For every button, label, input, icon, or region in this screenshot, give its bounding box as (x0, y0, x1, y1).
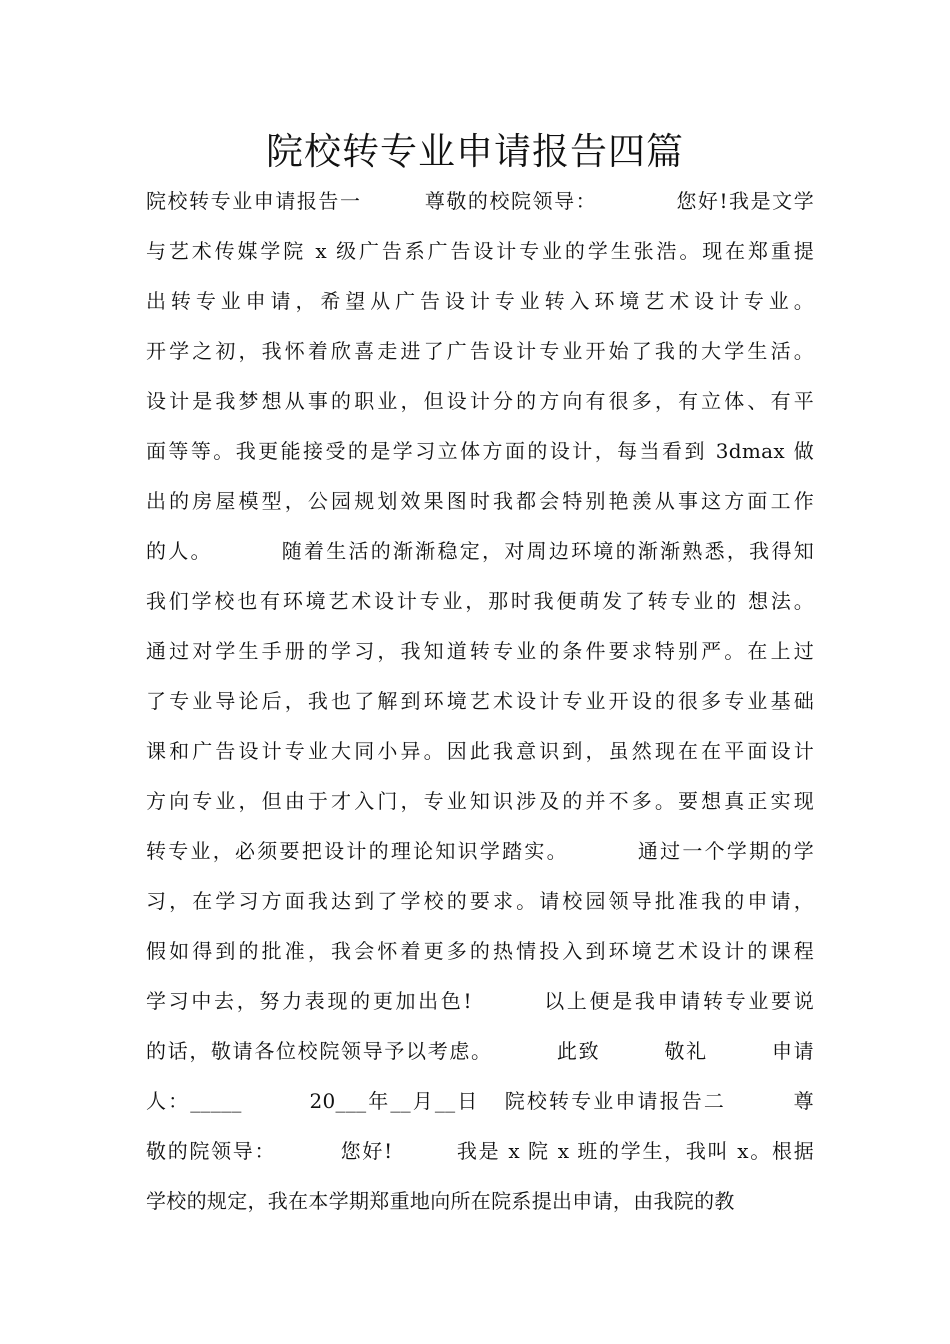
body-line: 通过对学生手册的学习，我知道转专业的条件要求特别严。在上过 (146, 639, 814, 663)
body-line: 设计是我梦想从事的职业，但设计分的方向有很多，有立体、有平 (146, 389, 814, 413)
body-line: 出的房屋模型，公园规划效果图时我都会特别艳羡从事这方面工作 (146, 489, 814, 513)
body-line: 方向专业，但由于才入门，专业知识涉及的并不多。要想真正实现 (146, 789, 814, 813)
body-line: 学习中去，努力表现的更加出色! 以上便是我申请转专业要说 (146, 989, 814, 1013)
body-line: 院校转专业申请报告一 尊敬的校院领导： 您好!我是文学 (146, 189, 814, 213)
body-line: 敬的院领导： 您好! 我是 x 院 x 班的学生，我叫 x。根据 (146, 1139, 814, 1163)
body-line: 面等等。我更能接受的是学习立体方面的设计，每当看到 3dmax 做 (146, 439, 814, 463)
body-line: 假如得到的批准，我会怀着更多的热情投入到环境艺术设计的课程 (146, 939, 814, 963)
document-body (146, 176, 814, 1226)
body-line: 的人。 随着生活的渐渐稳定，对周边环境的渐渐熟悉，我得知 (146, 539, 814, 563)
body-line: 出转专业申请，希望从广告设计专业转入环境艺术设计专业。 (146, 289, 814, 313)
body-line: 习，在学习方面我达到了学校的要求。请校园领导批准我的申请， (146, 889, 814, 913)
body-line: 我们学校也有环境艺术设计专业，那时我便萌发了转专业的 想法。 (146, 589, 814, 613)
body-line: 与艺术传媒学院 x 级广告系广告设计专业的学生张浩。现在郑重提 (146, 239, 814, 263)
body-line: 学校的规定，我在本学期郑重地向所在院系提出申请，由我院的教 (146, 1189, 735, 1213)
body-line: 的话，敬请各位校院领导予以考虑。 此致 敬礼 申请 (146, 1039, 814, 1063)
document-title: 院校转专业申请报告四篇 (266, 130, 684, 173)
body-line: 人：_____ 20___年__月__日 院校转专业申请报告二 尊 (146, 1089, 814, 1113)
body-line: 了专业导论后，我也了解到环境艺术设计专业开设的很多专业基础 (146, 689, 814, 713)
body-line: 课和广告设计专业大同小异。因此我意识到，虽然现在在平面设计 (146, 739, 814, 763)
body-line: 开学之初，我怀着欣喜走进了广告设计专业开始了我的大学生活。 (146, 339, 814, 363)
body-line: 转专业，必须要把设计的理论知识学踏实。 通过一个学期的学 (146, 839, 814, 863)
